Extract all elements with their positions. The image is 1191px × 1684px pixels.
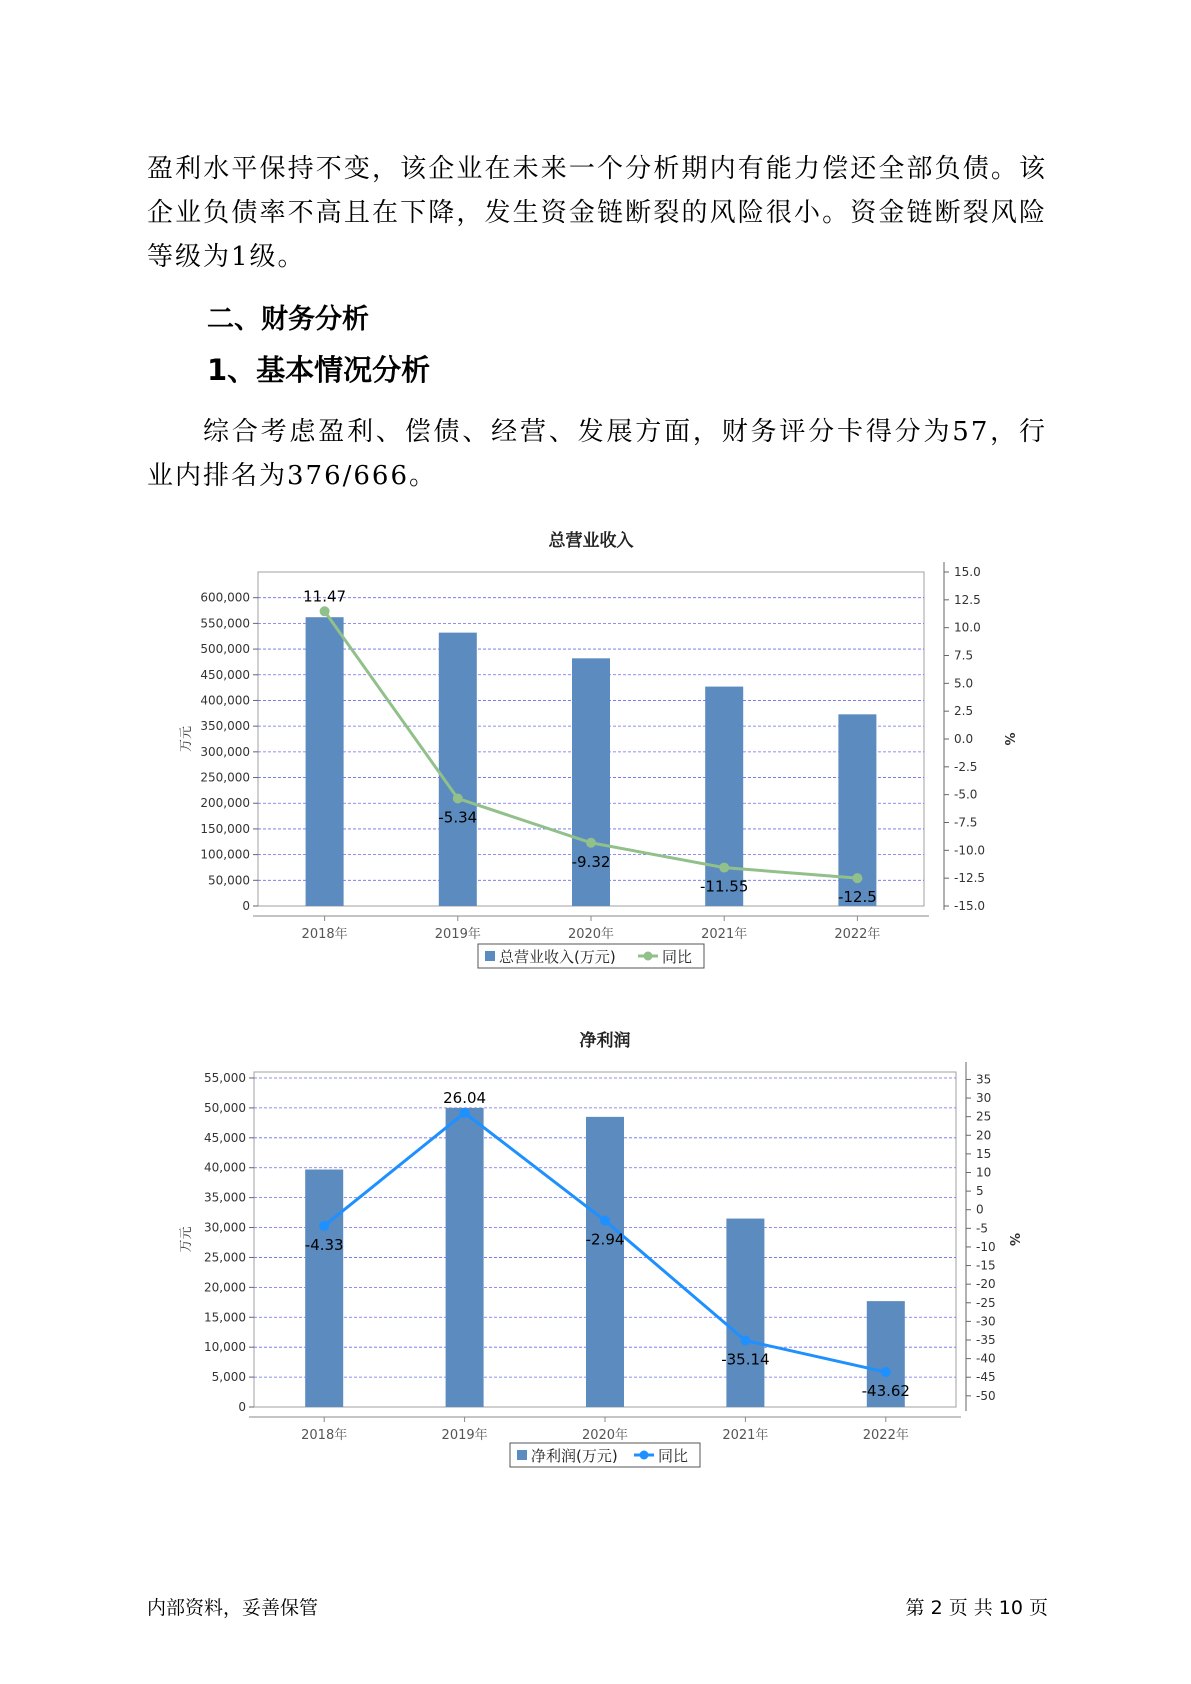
y2-axis-tick-label: -15.0 <box>954 899 986 913</box>
y-axis-tick-label: 100,000 <box>200 847 250 862</box>
y-axis-tick-label: 0 <box>238 1400 246 1414</box>
y2-axis-tick-label: 2.5 <box>954 704 974 719</box>
chart-title: 总营业收入 <box>548 531 634 551</box>
y2-axis-tick-label: 7.5 <box>954 648 974 663</box>
y-axis-tick-label: 55,000 <box>204 1070 246 1085</box>
y-axis-tick-label: 35,000 <box>204 1190 246 1205</box>
legend-bar-label: 总营业收入(万元) <box>499 948 616 966</box>
footer-confidential-note: 内部资料，妥善保管 <box>147 1597 319 1619</box>
y2-axis-tick-label: 15.0 <box>954 565 981 579</box>
bar-2018 <box>305 1170 343 1407</box>
y2-axis-tick-label: 0.0 <box>954 732 974 746</box>
y-axis-tick-label: 500,000 <box>200 642 250 657</box>
x-axis-tick-label: 2021年 <box>722 1428 769 1443</box>
y2-axis-tick-label: -15 <box>976 1258 996 1273</box>
legend-line-label: 同比 <box>662 948 693 966</box>
y-axis-tick-label: 25,000 <box>204 1250 246 1265</box>
x-axis-tick-label: 2022年 <box>862 1428 909 1443</box>
yoy-data-label: -43.62 <box>861 1382 910 1401</box>
yoy-point <box>852 873 862 883</box>
yoy-data-label: -11.55 <box>700 877 749 896</box>
x-axis-tick-label: 2022年 <box>834 927 881 942</box>
y-axis-tick-label: 10,000 <box>204 1340 246 1355</box>
y2-axis-tick-label: -10 <box>976 1239 996 1254</box>
y2-axis-tick-label: -7.5 <box>954 815 978 830</box>
x-axis-tick-label: 2020年 <box>581 1428 629 1443</box>
chart-title: 净利润 <box>579 1031 631 1051</box>
yoy-point <box>719 863 729 873</box>
yoy-data-label: 11.47 <box>303 587 347 606</box>
y-axis-tick-label: 5,000 <box>211 1370 246 1385</box>
y-axis-tick-label: 20,000 <box>204 1280 246 1295</box>
y2-axis-tick-label: 12.5 <box>954 592 981 607</box>
yoy-data-label: 26.04 <box>443 1088 487 1107</box>
yoy-point <box>320 606 330 616</box>
bar-2020 <box>586 1117 624 1407</box>
x-axis-tick-label: 2019年 <box>441 1428 488 1443</box>
y-axis-tick-label: 300,000 <box>200 744 250 759</box>
bar-2021 <box>726 1219 764 1407</box>
y-axis-tick-label: 350,000 <box>200 719 250 734</box>
y2-axis-tick-label: -2.5 <box>954 759 978 774</box>
y-axis-tick-label: 0 <box>242 899 250 913</box>
legend-bar-swatch <box>485 951 495 961</box>
y2-axis-tick-label: -5.0 <box>954 787 978 802</box>
y2-axis-tick-label: 20 <box>976 1128 992 1143</box>
y2-axis-tick-label: -25 <box>976 1295 996 1310</box>
x-axis-tick-label: 2019年 <box>434 927 481 942</box>
yoy-data-label: -9.32 <box>571 852 611 871</box>
y2-axis-tick-label: -10.0 <box>954 843 986 858</box>
y-axis-tick-label: 50,000 <box>204 1100 246 1115</box>
legend-bar-swatch <box>517 1450 527 1460</box>
y2-axis-title: % <box>1006 1232 1021 1247</box>
yoy-point <box>586 838 596 848</box>
yoy-data-label: -4.33 <box>304 1235 344 1254</box>
bar-2019 <box>439 633 477 906</box>
yoy-data-label: -12.5 <box>837 888 877 907</box>
yoy-data-label: -35.14 <box>721 1350 770 1369</box>
bar-2021 <box>705 687 743 906</box>
y2-axis-tick-label: -20 <box>976 1277 996 1292</box>
y2-axis-tick-label: 10 <box>976 1165 992 1180</box>
revenue-chart <box>0 520 1191 980</box>
x-axis-tick-label: 2020年 <box>567 927 615 942</box>
x-axis-tick-label: 2021年 <box>701 927 748 942</box>
x-axis-tick-label: 2018年 <box>301 927 348 942</box>
y2-axis-tick-label: -40 <box>976 1351 996 1366</box>
y2-axis-title: % <box>1001 732 1016 746</box>
y2-axis-tick-label: -12.5 <box>954 871 986 886</box>
y2-axis-tick-label: 30 <box>976 1091 992 1106</box>
x-axis-tick-label: 2018年 <box>301 1428 348 1443</box>
y-axis-tick-label: 550,000 <box>200 616 250 631</box>
y2-axis-tick-label: -5 <box>976 1221 988 1236</box>
net-profit-chart <box>0 1020 1191 1485</box>
yoy-point <box>319 1221 329 1231</box>
y-axis-tick-label: 400,000 <box>200 693 250 708</box>
legend-line-label: 同比 <box>658 1447 689 1465</box>
paragraph-score-summary: 综合考虑盈利、偿债、经营、发展方面，财务评分卡得分为57，行业内排名为376/666。 <box>147 417 1047 491</box>
y-axis-tick-label: 250,000 <box>200 770 250 785</box>
y-axis-tick-label: 40,000 <box>204 1160 246 1175</box>
yoy-data-label: -5.34 <box>438 808 478 827</box>
y-axis-tick-label: 50,000 <box>208 873 250 888</box>
section-heading: 二、财务分析 <box>207 304 369 335</box>
y2-axis-tick-label: 10.0 <box>954 620 981 635</box>
y-axis-tick-label: 30,000 <box>204 1220 246 1235</box>
y-axis-tick-label: 150,000 <box>200 821 250 836</box>
y2-axis-tick-label: -35 <box>976 1333 996 1347</box>
bar-2018 <box>306 617 344 906</box>
legend-line-marker <box>640 1451 649 1460</box>
yoy-point <box>460 1108 470 1118</box>
y2-axis-tick-label: -50 <box>976 1388 996 1403</box>
y-axis-tick-label: 200,000 <box>200 796 250 811</box>
y-axis-tick-label: 45,000 <box>204 1130 246 1145</box>
y2-axis-tick-label: 25 <box>976 1109 992 1124</box>
subsection-heading: 1、基本情况分析 <box>207 353 431 387</box>
y2-axis-tick-label: 5 <box>976 1184 984 1199</box>
y-axis-tick-label: 15,000 <box>204 1310 246 1325</box>
y2-axis-tick-label: 5.0 <box>954 676 974 691</box>
y2-axis-tick-label: 0 <box>976 1202 984 1217</box>
legend-line-marker <box>644 952 653 961</box>
paragraph-risk-summary: 盈利水平保持不变，该企业在未来一个分析期内有能力偿还全部负债。该企业负债率不高且在下降，发生资金链断裂的风险很小。资金链断裂风险等级为1级。 <box>147 154 1047 272</box>
y2-axis-tick-label: -45 <box>976 1370 996 1385</box>
legend-bar-label: 净利润(万元) <box>531 1447 618 1465</box>
yoy-point <box>600 1216 610 1226</box>
yoy-point <box>453 793 463 803</box>
bar-2019 <box>446 1108 484 1407</box>
y2-axis-tick-label: -30 <box>976 1314 996 1329</box>
y-axis-tick-label: 600,000 <box>200 590 250 605</box>
yoy-point <box>881 1367 891 1377</box>
y2-axis-tick-label: 15 <box>976 1146 992 1161</box>
y-axis-title: 万元 <box>179 1226 194 1253</box>
yoy-point <box>740 1336 750 1346</box>
y2-axis-tick-label: 35 <box>976 1072 992 1087</box>
yoy-data-label: -2.94 <box>585 1230 625 1249</box>
footer-page-number: 第 2 页 共 10 页 <box>905 1597 1048 1619</box>
y-axis-title: 万元 <box>179 725 194 753</box>
y-axis-tick-label: 450,000 <box>200 667 250 682</box>
